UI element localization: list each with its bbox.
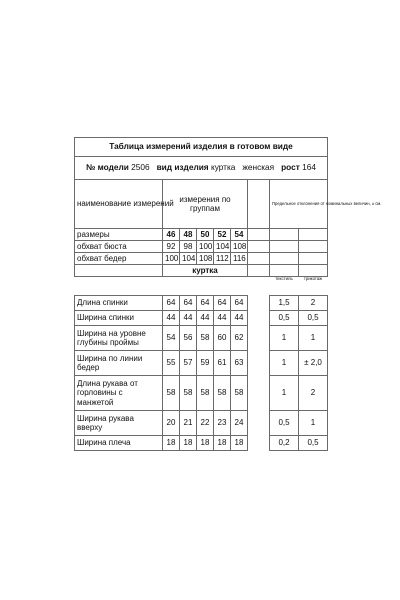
row-label: Длина спинки xyxy=(75,296,163,311)
header-groups: измерения по группам xyxy=(163,180,248,229)
textile-tolerance: 1 xyxy=(270,376,299,411)
blank-cell xyxy=(214,277,231,296)
value-cell: 104 xyxy=(214,241,231,253)
value-cell: 59 xyxy=(197,351,214,376)
blank-cell xyxy=(248,311,270,326)
value-cell: 64 xyxy=(180,296,197,311)
value-cell: 24 xyxy=(231,411,248,436)
measure-row xyxy=(75,351,328,376)
row-label: Длина рукава от горловины с манжетой xyxy=(75,376,163,411)
kind-label: вид изделия xyxy=(156,162,209,173)
blank-cell xyxy=(299,241,328,253)
value-cell: 18 xyxy=(197,436,214,451)
measure-row xyxy=(75,376,328,411)
blank-cell xyxy=(270,253,299,265)
blank-cell xyxy=(248,411,270,436)
height-value: 164 xyxy=(302,162,316,173)
measure-row xyxy=(75,411,328,436)
value-cell: 92 xyxy=(163,241,180,253)
value-cell: 21 xyxy=(180,411,197,436)
blank-cell xyxy=(248,265,270,277)
value-cell: 44 xyxy=(197,311,214,326)
blank-cell xyxy=(248,296,270,311)
value-cell: 44 xyxy=(231,311,248,326)
value-cell: 116 xyxy=(231,253,248,265)
model-number: 2506 xyxy=(131,162,150,173)
knit-tolerance: 1 xyxy=(299,326,328,351)
value-cell: 112 xyxy=(214,253,231,265)
kind-value: куртка xyxy=(210,162,236,173)
header-spacer xyxy=(248,180,270,229)
value-cell: 100 xyxy=(163,253,180,265)
value-cell: 108 xyxy=(197,253,214,265)
value-cell: 64 xyxy=(197,296,214,311)
blank-cell xyxy=(299,265,328,277)
blank-cell xyxy=(248,436,270,451)
blank-cell xyxy=(270,229,299,241)
value-cell: 63 xyxy=(231,351,248,376)
value-cell: 100 xyxy=(197,241,214,253)
value-cell: 61 xyxy=(214,351,231,376)
blank-cell xyxy=(299,253,328,265)
textile-tolerance: 0,2 xyxy=(270,436,299,451)
value-cell: 58 xyxy=(197,376,214,411)
value-cell: 104 xyxy=(180,253,197,265)
measure-row xyxy=(75,326,328,351)
textile-tolerance: 1 xyxy=(270,351,299,376)
header-row xyxy=(75,180,328,229)
blank-cell xyxy=(75,265,163,277)
blank-cell xyxy=(75,277,163,296)
body-row xyxy=(75,253,328,265)
knit-tolerance: 1 xyxy=(299,411,328,436)
value-cell: 98 xyxy=(180,241,197,253)
blank-cell xyxy=(180,277,197,296)
body-row xyxy=(75,241,328,253)
knit-tolerance: 0,5 xyxy=(299,436,328,451)
blank-cell xyxy=(248,253,270,265)
value-cell: 20 xyxy=(163,411,180,436)
knit-tolerance: 0,5 xyxy=(299,311,328,326)
row-label: обхват бедер xyxy=(75,253,163,265)
sizes-row xyxy=(75,229,328,241)
blank-cell xyxy=(248,376,270,411)
textile-tolerance: 1,5 xyxy=(270,296,299,311)
header-name: наименование измерений xyxy=(75,180,163,229)
size-cell: 52 xyxy=(214,229,231,241)
size-cell: 50 xyxy=(197,229,214,241)
value-cell: 18 xyxy=(214,436,231,451)
blank-cell xyxy=(163,277,180,296)
value-cell: 60 xyxy=(214,326,231,351)
value-cell: 58 xyxy=(214,376,231,411)
blank-cell xyxy=(248,351,270,376)
textile-header: текстиль xyxy=(275,276,293,281)
size-cell: 46 xyxy=(163,229,180,241)
blank-cell xyxy=(231,277,248,296)
textile-tolerance: 1 xyxy=(270,326,299,351)
value-cell: 64 xyxy=(163,296,180,311)
row-label: обхват бюста xyxy=(75,241,163,253)
row-label: Ширина на уровне глубины проймы xyxy=(75,326,163,351)
knit-tolerance: 2 xyxy=(299,296,328,311)
section-label: куртка xyxy=(163,265,248,277)
value-cell: 54 xyxy=(163,326,180,351)
knit-header: трикотаж xyxy=(303,276,323,281)
measurement-table xyxy=(74,137,382,451)
row-label: Ширина плеча xyxy=(75,436,163,451)
value-cell: 44 xyxy=(180,311,197,326)
kind-extra: женская xyxy=(242,162,275,173)
value-cell: 58 xyxy=(231,376,248,411)
blank-cell xyxy=(248,326,270,351)
value-cell: 108 xyxy=(231,241,248,253)
knit-tolerance: ± 2,0 xyxy=(299,351,328,376)
section-row xyxy=(75,265,328,277)
value-cell: 62 xyxy=(231,326,248,351)
value-cell: 22 xyxy=(197,411,214,436)
measure-row xyxy=(75,311,328,326)
title-row xyxy=(75,138,328,157)
blank-cell xyxy=(248,277,270,296)
model-label: № модели xyxy=(86,162,129,173)
value-cell: 44 xyxy=(214,311,231,326)
size-cell: 54 xyxy=(231,229,248,241)
blank-cell xyxy=(248,229,270,241)
value-cell: 55 xyxy=(163,351,180,376)
value-cell: 18 xyxy=(231,436,248,451)
value-cell: 23 xyxy=(214,411,231,436)
measure-row xyxy=(75,436,328,451)
blank-cell xyxy=(248,241,270,253)
measure-row xyxy=(75,296,328,311)
knit-tolerance: 2 xyxy=(299,376,328,411)
value-cell: 18 xyxy=(180,436,197,451)
blank-cell xyxy=(270,265,299,277)
value-cell: 64 xyxy=(231,296,248,311)
header-tolerance: Предельное отклонения от номинальных величин, ± см. xyxy=(270,180,328,229)
value-cell: 18 xyxy=(163,436,180,451)
blank-cell xyxy=(299,229,328,241)
row-label: Ширина по линии бедер xyxy=(75,351,163,376)
model-row xyxy=(75,157,328,180)
value-cell: 58 xyxy=(180,376,197,411)
value-cell: 56 xyxy=(180,326,197,351)
value-cell: 58 xyxy=(163,376,180,411)
value-cell: 44 xyxy=(163,311,180,326)
blank-cell xyxy=(270,241,299,253)
blank-cell xyxy=(197,277,214,296)
row-label: Ширина спинки xyxy=(75,311,163,326)
sizes-label: размеры xyxy=(75,229,163,241)
value-cell: 57 xyxy=(180,351,197,376)
table-title: Таблица измерений изделия в готовом виде xyxy=(75,138,328,157)
model-info xyxy=(75,157,328,180)
row-label: Ширина рукава вверху xyxy=(75,411,163,436)
textile-tolerance: 0,5 xyxy=(270,311,299,326)
size-cell: 48 xyxy=(180,229,197,241)
height-label: рост xyxy=(281,162,300,173)
value-cell: 58 xyxy=(197,326,214,351)
subheader-row xyxy=(75,277,328,296)
textile-tolerance: 0,5 xyxy=(270,411,299,436)
value-cell: 64 xyxy=(214,296,231,311)
